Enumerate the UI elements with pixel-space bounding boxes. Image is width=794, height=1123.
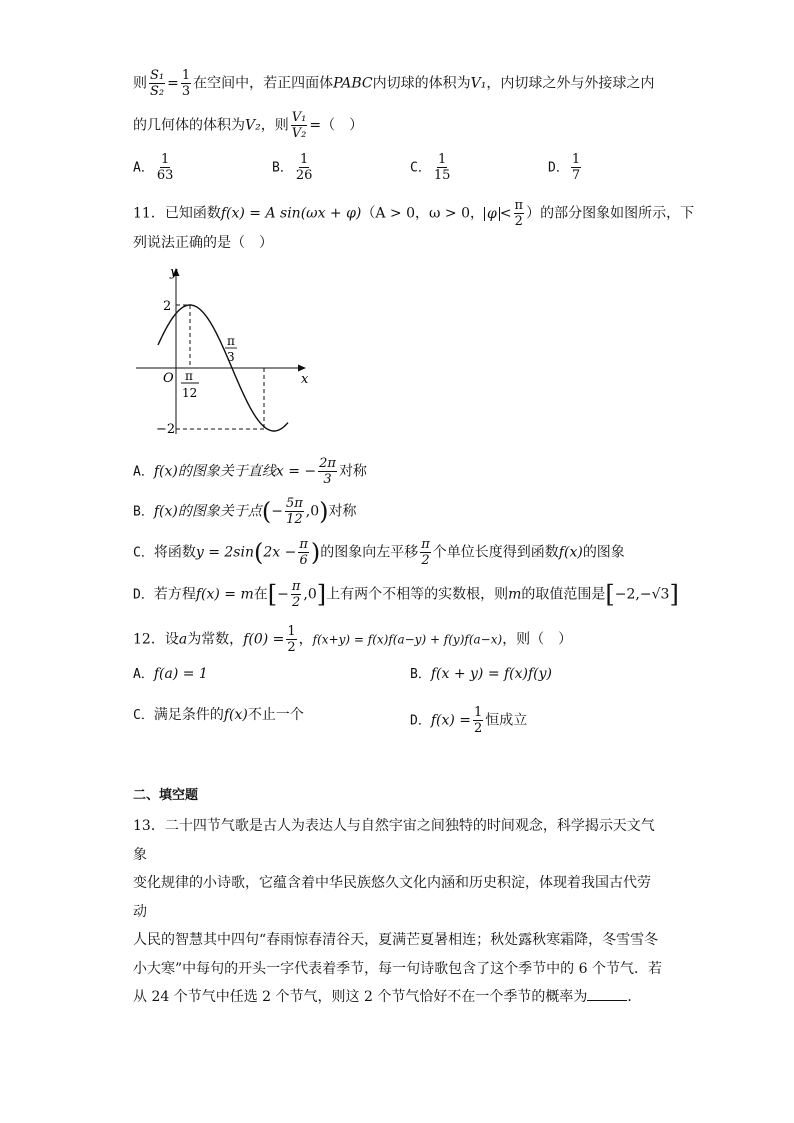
tick-pi-12-num: π: [185, 369, 193, 383]
q12-option-a: A．f(a) = 1: [133, 666, 208, 682]
q11-stem-line1: 11．已知函数f(x) = A sin(ωx + φ)（A > 0，ω > 0， φ < $\frac{\pi}{2}$ ）的部分图象如图所示，下: [133, 198, 695, 229]
q13-line4: 小大寒”中每句的开头一字代表着季节，每一句诗歌包含了这个季节中的 6 个节气．若: [133, 960, 662, 977]
q13-paragraph: [133, 812, 663, 1012]
q13-line5: 从 24 个节气中任选 2 个节气，则这 2 个节气恰好不在一个季节的概率为 ．: [133, 983, 663, 1012]
q11-option-b: B．f(x)的图象关于点(− $\frac{5\pi}{12}$ ,0)对称: [133, 496, 357, 527]
section-heading: 二、填空题: [133, 788, 199, 803]
q12-option-c: C．满足条件的f(x)不止一个: [133, 707, 304, 723]
origin-label: O: [163, 371, 174, 386]
q10-line2: 的几何体的体积为V₂，则 $\frac{\text{V₁}}{\text{V₂}}$ =（ ）: [133, 110, 364, 141]
q13-line2: 变化规律的小诗歌，它蕴含着中华民族悠久文化内涵和历史积淀，体现着我国古代劳动: [133, 875, 651, 920]
q13-line1: 13．二十四节气歌是古人为表达人与自然宇宙之间独特的时间观念，科学揭示天文气象: [133, 818, 655, 863]
ratio-fraction: $\frac{\text{S₁}}{\text{S₂}}$: [150, 68, 165, 99]
y-min-label: −2: [156, 422, 176, 437]
q11-stem-line2: 列说法正确的是（ ）: [133, 235, 273, 251]
x-axis-arrow-icon: [298, 365, 306, 372]
q10-option-c: C． $\frac{1}{15}$: [410, 152, 451, 183]
y-max-label: 2: [163, 299, 172, 314]
q12-option-b: B．f(x + y) = f(x)f(y): [410, 666, 553, 682]
q13-line3: 人民的智慧其中四句“春雨惊春清谷天，夏满芒夏暑相连；秋处露秋寒霜降，冬雪雪冬: [133, 932, 659, 948]
q10-option-d: D． $\frac{1}{7}$: [548, 152, 581, 183]
volume-ratio-fraction: $\frac{\text{V₁}}{\text{V₂}}$: [291, 110, 307, 141]
q11-option-c: C．将函数y = 2sin(2x − $\frac{\pi}{6}$ )的图象向左平移 $\frac{\pi}{2}$ 个单位长度得到函数f(x)的图象: [133, 537, 625, 568]
one-third-fraction: $\frac{1}{3}$: [181, 68, 191, 99]
sine-graph: [130, 262, 320, 442]
answer-blank[interactable]: [587, 986, 627, 1001]
tick-pi-3-den: 3: [227, 350, 235, 364]
q10-option-a: A． $\frac{1}{63}$: [133, 152, 174, 183]
y-axis-label: y: [170, 265, 178, 280]
tick-pi-3-num: π: [227, 334, 235, 348]
x-axis-label: x: [301, 372, 309, 387]
q10-line1: 则 $\frac{\text{S₁}}{\text{S₂}}$ = $\frac{1}{3}$ 在空间中，若正四面体PABC内切球的体积为V₁，内切球之外与外接球之内: [133, 68, 655, 99]
q11-option-d: D．若方程f(x) = m在[− $\frac{\pi}{2}$ ,0]上有两个不相等的实数根，则m的取值范围是[−2,−√3]: [133, 579, 679, 610]
q11-option-a: A．f(x)的图象关于直线x = − $\frac{2\pi}{3}$ 对称: [133, 456, 367, 487]
tick-pi-12-den: 12: [182, 386, 198, 400]
q10-option-b: B． $\frac{1}{26}$: [272, 152, 313, 183]
q12-option-d: D．f(x) = $\frac{1}{2}$ 恒成立: [410, 705, 528, 736]
q12-stem: 12．设a为常数，f(0) = $\frac{1}{2}$ ，f(x+y) = f(x)f(a−y) + f(y)f(a−x)，则（ ）: [133, 624, 573, 655]
